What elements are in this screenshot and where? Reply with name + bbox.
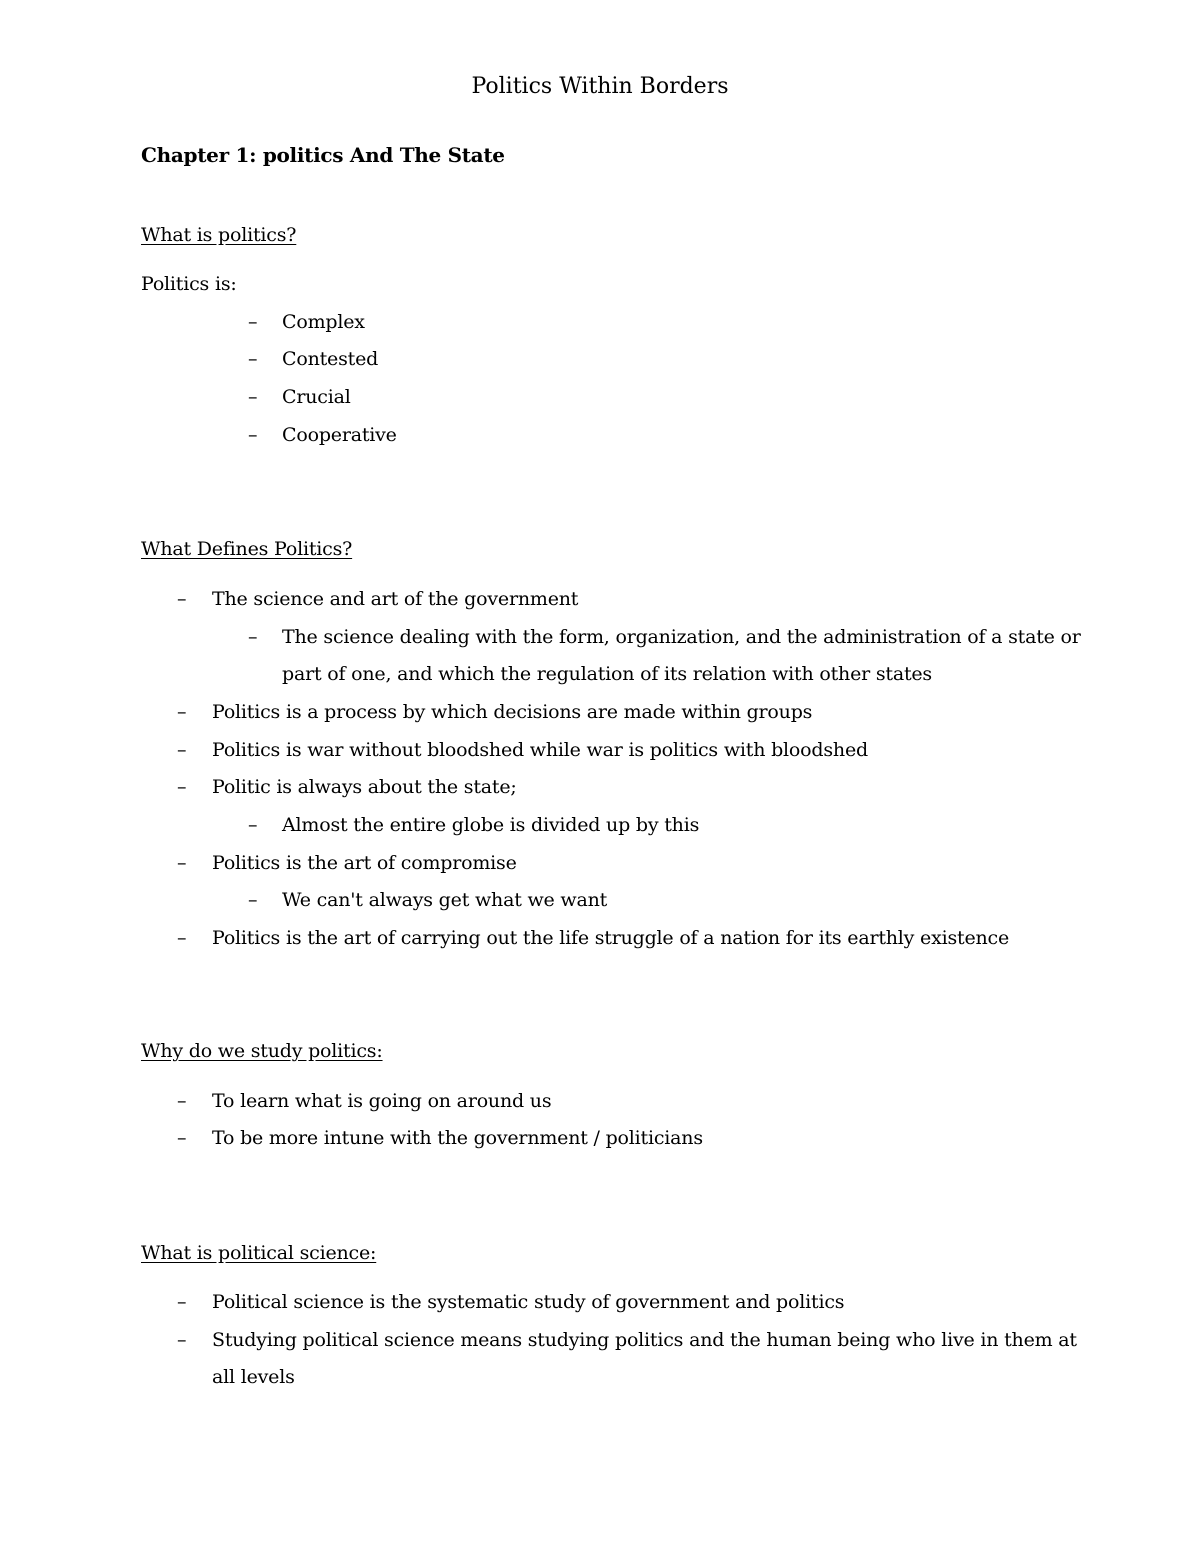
bullet-dash: – xyxy=(248,626,258,648)
section-heading-what-defines-politics: What Defines Politics? xyxy=(141,538,353,560)
bullet-dash: – xyxy=(177,1090,187,1112)
bullet-dash: – xyxy=(177,927,187,949)
bullet-dash: – xyxy=(177,852,187,874)
bullet-dash: – xyxy=(248,311,258,333)
list-item: Studying political science means studying politics and the human being who live in them at xyxy=(212,1329,1077,1351)
list-item: We can't always get what we want xyxy=(282,889,608,911)
list-item: Contested xyxy=(282,348,379,370)
list-item: Politic is always about the state; xyxy=(212,776,517,798)
bullet-dash: – xyxy=(177,1127,187,1149)
section-heading-why-study-politics: Why do we study politics: xyxy=(141,1040,383,1062)
bullet-dash: – xyxy=(248,348,258,370)
list-item: To learn what is going on around us xyxy=(212,1090,552,1112)
list-item: The science and art of the government xyxy=(212,588,579,610)
politics-is-intro: Politics is: xyxy=(141,273,237,295)
list-item: Complex xyxy=(282,311,365,333)
section-heading-what-is-politics: What is politics? xyxy=(141,224,297,246)
list-item: Politics is a process by which decisions are made within groups xyxy=(212,701,813,723)
list-item: The science dealing with the form, organization, and the administration of a state or xyxy=(282,626,1081,648)
list-item: Politics is war without bloodshed while war is politics with bloodshed xyxy=(212,739,868,761)
list-item-continuation: all levels xyxy=(212,1366,295,1388)
list-item: Politics is the art of compromise xyxy=(212,852,517,874)
bullet-dash: – xyxy=(177,739,187,761)
section-heading-what-is-political-science: What is political science: xyxy=(141,1242,377,1264)
bullet-dash: – xyxy=(177,1329,187,1351)
list-item: Crucial xyxy=(282,386,351,408)
chapter-heading: Chapter 1: politics And The State xyxy=(141,143,505,167)
bullet-dash: – xyxy=(177,1291,187,1313)
list-item: Cooperative xyxy=(282,424,397,446)
bullet-dash: – xyxy=(248,889,258,911)
list-item: To be more intune with the government / politicians xyxy=(212,1127,703,1149)
list-item: Political science is the systematic study of government and politics xyxy=(212,1291,845,1313)
bullet-dash: – xyxy=(177,776,187,798)
document-title: Politics Within Borders xyxy=(471,74,729,99)
list-item: Almost the entire globe is divided up by this xyxy=(282,814,700,836)
bullet-dash: – xyxy=(248,424,258,446)
bullet-dash: – xyxy=(177,588,187,610)
bullet-dash: – xyxy=(248,814,258,836)
list-item: Politics is the art of carrying out the life struggle of a nation for its earthly existence xyxy=(212,927,1010,949)
bullet-dash: – xyxy=(248,386,258,408)
list-item-continuation: part of one, and which the regulation of its relation with other states xyxy=(282,663,932,685)
bullet-dash: – xyxy=(177,701,187,723)
